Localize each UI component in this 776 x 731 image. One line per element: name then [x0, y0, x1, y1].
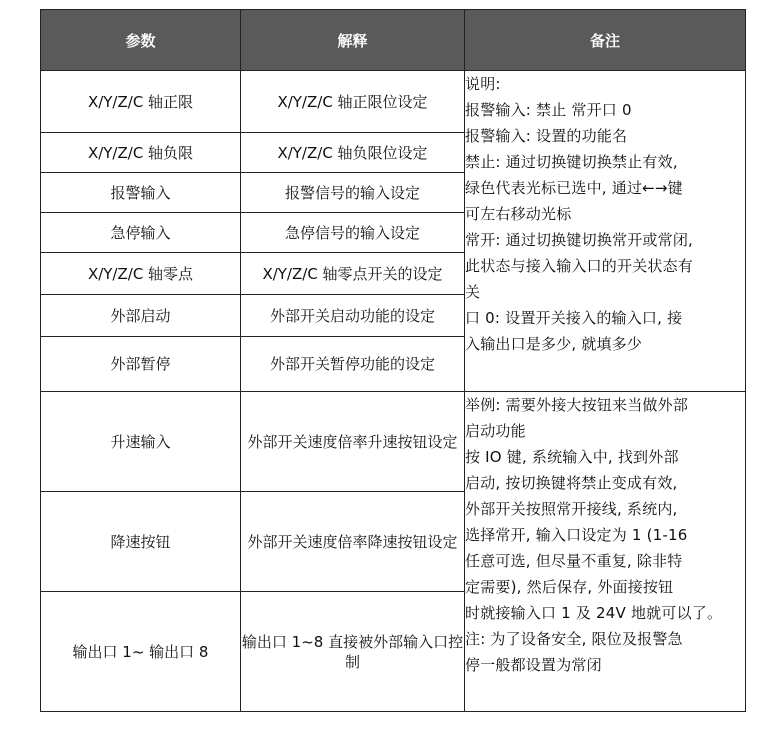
desc-cell: X/Y/Z/C 轴负限位设定 [241, 133, 465, 173]
param-cell: 外部暂停 [41, 337, 241, 392]
header-note: 备注 [465, 10, 746, 71]
desc-cell: 外部开关速度倍率降速按钮设定 [241, 492, 465, 592]
header-param: 参数 [41, 10, 241, 71]
param-cell: X/Y/Z/C 轴零点 [41, 253, 241, 295]
note-cell-2: 举例: 需要外接大按钮来当做外部 启动功能 按 IO 键, 系统输入中, 找到外部 启动, 按切换键将禁止变成有效, 外部开关按照常开接线, 系统内, 选择常开, 输入口设定为 1 (1-16 任意可选, 但尽量不重复, 除非特 定需要), 然后保存, 外面接按钮 时就接输入口 1 及 24V 地就可以了。 注: 为了设备安全, 限位及报警急 停一般都设置为常闭 [465, 392, 746, 712]
desc-cell: X/Y/Z/C 轴零点开关的设定 [241, 253, 465, 295]
parameter-table [40, 9, 746, 712]
table-row [41, 71, 746, 133]
param-cell: 降速按钮 [41, 492, 241, 592]
desc-cell: 外部开关暂停功能的设定 [241, 337, 465, 392]
param-cell: 输出口 1~ 输出口 8 [41, 592, 241, 712]
param-cell: 升速输入 [41, 392, 241, 492]
desc-cell: X/Y/Z/C 轴正限位设定 [241, 71, 465, 133]
desc-cell: 输出口 1~8 直接被外部输入口控制 [241, 592, 465, 712]
note-cell-1: 说明: 报警输入: 禁止 常开口 0 报警输入: 设置的功能名 禁止: 通过切换键切换禁止有效, 绿色代表光标已选中, 通过←→键 可左右移动光标 常开: 通过切换键切换常开或常闭, 此状态与接入输入口的开关状态有 关 口 0: 设置开关接入的输入口, 接 入输出口是多少, 就填多少 [465, 71, 746, 392]
desc-cell: 外部开关速度倍率升速按钮设定 [241, 392, 465, 492]
desc-cell: 急停信号的输入设定 [241, 213, 465, 253]
param-cell: 报警输入 [41, 173, 241, 213]
param-cell: X/Y/Z/C 轴负限 [41, 133, 241, 173]
param-cell: X/Y/Z/C 轴正限 [41, 71, 241, 133]
header-desc: 解释 [241, 10, 465, 71]
table-header-row [41, 10, 746, 71]
desc-cell: 外部开关启动功能的设定 [241, 295, 465, 337]
param-cell: 急停输入 [41, 213, 241, 253]
table-row [41, 392, 746, 492]
param-cell: 外部启动 [41, 295, 241, 337]
desc-cell: 报警信号的输入设定 [241, 173, 465, 213]
